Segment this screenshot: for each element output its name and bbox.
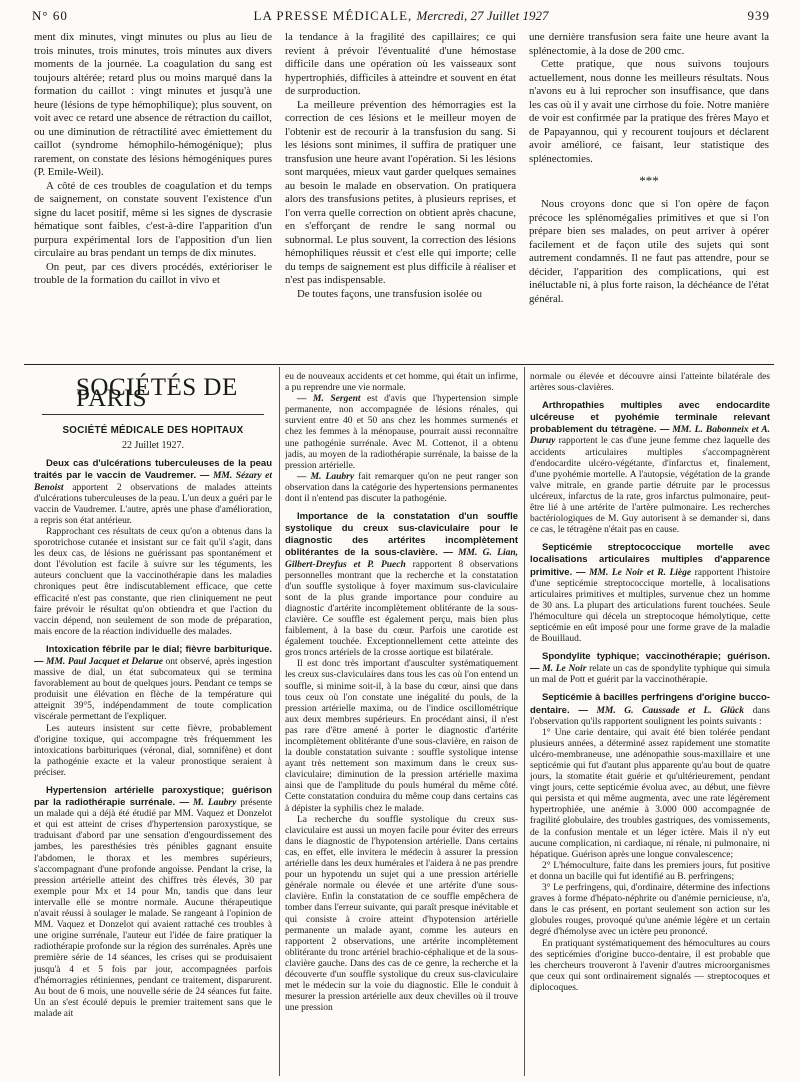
article-intro [530,692,770,727]
article-title: Septicémie à bacilles perfringens d'origine bucco-dentaire. — [530,692,770,716]
discussion [285,472,518,505]
discussant: — M. Sergent [297,394,361,405]
session-date: 22 Juillet 1927. [122,440,184,452]
article-title: Septicémie streptococcique mortelle avec localisations articulaires multiples d'apparence primitive. — [530,542,770,578]
article-intro [34,785,272,1020]
article-text: ont observé, après ingestion massive de dial, un état subcomateux qui se termina favorablement au bout de quelques jours. Pendant ce temps se produisit une élévation en flèche de la température qui atteignit 39°5, indépendamment de toute complication viscérale permettant de l'expliquer. [34,656,272,723]
section-title: SOCIÉTÉS DE PARIS [76,374,238,413]
top-column-1 [34,31,272,361]
article-text: présente un malade qui a déjà été étudié par MM. Vaquez et Donzelot et qui est atteint de crises d'hypertension paroxystique, se traduisant d'abord par une sensation d'engourdissement des jambes, les paresthésies très pénibles gagnant ensuite l'abdomen, le thorax et les membres supérieurs, s'accompagnant d'une profonde angoisse. Pendant la crise, la pression artérielle atteint des chiffres très élevés, 30 par exemple pour Mx et 14 pour Mn, tandis que dans leur intervalle elle se montre normale. Aucune thérapeutique n'avait réussi à soulager le malade. Se rangeant à l'opinion de MM. Vaquez et Donzelot qui avaient rattaché ces troubles à une origine surrénale, l'auteur eut l'idée de faire pratiquer la radiothérapie profonde sur la région des surrénales. Après une première série de 14 séances, les crises qui se produisaient jusqu'à 4 et 5 fois par jour, accompagnées parfois d'hémorragies rétiniennes, pendant ce traitement, disparurent. Au bout de 6 mois, une nouvelle série de 24 séances fut faite. Un an s'est écoulé depuis le premier traitement sans que le malade ait [34,798,272,1019]
article-intro [285,511,518,659]
article-authors: MM. Sézary et Benoist [34,471,272,493]
article-intro [34,644,272,724]
paragraph: Il est donc très important d'ausculter systématiquement les creux sus-claviculaires dans tous les cas où l'on entend un souffle, si minime soit-il, à la base du cœur, ainsi que dans tous ceux où l'on constate une inégalité du pouls, de la pression artérielle maxima, ou de l'indice oscillométrique aux deux membres supérieurs. En procédant ainsi, il n'est pas rare d'être amené à porter le diagnostic d'artérite incomplètement oblitérante d'une sous-clavière, en raison de la double constatation suivante : souffle systolique intense ayant très nettement son maximum dans le creux sus-claviculaire; diminution de la pression artérielle maxima ainsi que de l'amplitude du pouls huméral du même côté. Cette constatation conduira du même coup dans certains cas à dépister la syphilis chez le malade. [285,659,518,814]
article-title: Spondylite typhique; vaccinothérapie; guérison. — [530,651,770,675]
paragraph: ment dix minutes, vingt minutes ou plus au lieu de trois minutes, trois minutes, trois minutes aux divers moments de la journée. La coagulation du sang est toujours altérée; retard plus ou moins marqué dans la formation du caillot : vingt minutes et jusqu'à une heure (lésions de type hémophilique); plus souvent, on voit avec ce retard une absence de rétraction du caillot, ou une diminution de rétractilité avec émiettement du caillot (syndrome hémophilo-hémogénique); plus rarement, on constate des lésions hémogéniques pures (P. Emile-Weil). [34,31,272,178]
article-authors: MM. L. Babonneix et A. Duruy [530,425,770,447]
article-intro [530,542,770,645]
issue-date: Mercredi, 27 Juillet 1927 [416,8,549,23]
paragraph: eu de nouveaux accidents et cet homme, qui était un infirme, a pu reprendre une vie normale. [285,372,518,394]
article-title: Intoxication fébrile par le dial; fièvre barbiturique. — [34,643,272,667]
article-title: Hypertension artérielle paroxystique; guérison par la radiothérapie surrénale. — [34,785,272,809]
title-rule [42,414,264,415]
paragraph: A côté de ces troubles de coagulation et du temps de saignement, on constate souvent l'existence d'un signe du lacet positif, même si les signes de dyscrasie hématique sont faibles, c'est-à-dire l'apparition d'un purpura expérimental lors de l'apposition d'un lien circulaire au bras pendant un temps de dix minutes. [34,179,272,259]
page-number: 939 [747,8,770,23]
article-authors: M. Le Noir [542,664,587,675]
paragraph: Les auteurs insistent sur cette fièvre, probablement d'origine toxique, qui accompagne très fréquemment les intoxications barbituriques (véronal, dial, somnifène) et dont la pathogénie exacte et la valeur pronostique seraient à préciser. [34,723,272,778]
bottom-column-2 [285,372,518,1078]
paragraph: la tendance à la fragilité des capillaires; ce qui revient à prévoir l'éventualité d'une hémostase difficile dans une opération où les vaisseaux sont hypertrophiés, difficiles à atteindre et souvent en état de surproduction. [285,31,516,97]
article-title: Arthropathies multiples avec endocardite ulcéreuse et pyohémie terminale relevant probablement du tétragène. — [530,400,770,436]
article-text: rapportent le cas d'une jeune femme chez laquelle des accidents articulaires multiples s'accompagnèrent d'endocardite ulcéro-végétante, d'infarctus et, finalement, d'une pyohémie mortelle. A l'autopsie, végétation de la grande valve mitrale, en grande partie détruite par le processus ulcéreux, infarctus de la rate, gros infarctus pulmonaire, peut-être lié à une artérite de l'artère pulmonaire. Les recherches bactériologiques de M. Guy autorisent à se demander si, dans ce cas, le tétragène n'était pas en cause. [530,436,770,536]
paragraph: De toutes façons, une transfusion isolée ou [297,287,483,300]
paragraph: La meilleure prévention des hémorragies est la correction de ces lésions et le meilleur moyen de l'obtenir est de recourir à la transfusion du sang. Si les lésions sont minimes, il suffira de pratiquer une transfusion une heure avant l'opération. Si les lésions sont marquées, mieux vaut garder quelques semaines au besoin le malade en observation. On pratiquera alors des transfusions petites, à plusieurs reprises, et l'on verra quelle correction on obtient après chacune, en s'efforçant de rendre le sang normal ou subnormal. Le plus souvent, la correction des lésions hémophiliques réussit et c'est elle qui importe; celle du temps de saignement est plus difficile à réaliser et n'est pas indispensable. [285,98,516,286]
column-rule [279,367,280,1076]
article-text: rapportent l'histoire d'une septicémie streptococcique mortelle, à localisations articulaires primitives et multiples, survenue chez un homme de 30 ans. La plupart des articulations furent touchées. Seule l'hémoculture qui décela un streptocoque hémolytique, cette septicémie en eût imposé pour une forme grave de la maladie de Bouillaud. [530,567,770,645]
paragraph: Nous croyons donc que si l'on opère de façon précoce les splénomégalies primitives et que si l'on prépare bien ses malades, on peut arriver à opérer facilement et de façon utile des sujets qui sont autrement condamnés. Il ne faut pas attendre, pour se décider, l'apparition des complications, qui est inéluctable ni, à plus forte raison, la déchéance de l'état général. [529,198,769,305]
top-column-3 [529,31,769,361]
paragraph: 2° L'hémoculture, faite dans les premiers jours, fut positive et donna un bacille qui fut identifié au B. perfringens; [530,860,770,882]
section-break-asterism: *** [639,173,659,188]
paragraph: En pratiquant systématiquement des hémocultures au cours des septicémies d'origine bucco-dentaire, il est probable que les chercheurs trouveront à l'avenir d'autres microorganismes que ceux qui sont ordinairement signalés — streptocoques et diplocoques. [530,938,770,993]
article-title: Deux cas d'ulcérations tuberculeuses de la peau traités par le vaccin de Vaudremer. — [34,458,272,482]
article-text: dans l'observation qu'ils rapportent soulignent les points suivants : [530,705,770,727]
paragraph: Cette pratique, que nous suivons toujours actuellement, nous donne les meilleurs résultats. Nous n'avons eu à lui reprocher son insuffisance, que dans les cas où il y avait une cirrhose du foie. Notre manière de voir est confirmée par la pratique des frères Mayo et de Papayannou, qui y recourent toujours et déclarent avoir amélioré, ce faisant, leur statistique des splénectomies. [529,58,769,165]
bottom-column-3 [530,372,770,1078]
paragraph: Rapprochant ces résultats de ceux qu'on a obtenus dans la sporotrichose cutanée et insistant sur ce fait qu'il s'agit, dans les deux cas, de lésions ne guérissant pas spontanément et dont l'évolution est facile à suivre sur les téguments, les auteurs concluent que la vaccinothérapie dans les maladies chroniques peut être indiscutablement efficace, que cette efficacité n'est pas constante, que rien cliniquement ne peut faire prévoir le résultat qu'on obtiendra et que l'action du vaccin dépend, non seulement de son mode de préparation, mais encore de la réaction individuelle des malades. [34,526,272,637]
article-authors: M. Laubry [192,798,237,809]
article-text: rapportent 8 observations personnelles montrant que la recherche et la constatation d'un souffle systolique à foyer maximum sus-claviculaire sont de la plus grande importance pour conduire au diagnostic d'artérite incomplètement oblitérante de la sous-clavière. Ce souffle est également perçu, mais bien plus faiblement, à la base du cœur. Parfois une carotide est également touchée. Exceptionnellement cette atteinte des gros troncs artériels de la crosse aortique est bilatérale. [285,559,518,659]
article-authors: MM. Le Noir et R. Liège [589,567,692,578]
discussion-text: est d'avis que l'hypertension simple permanente, non accompagnée de lésions rénales, qui survient entre 40 et 50 ans chez les hommes surmenés et chez les femmes à la ménopause, pourrait aussi reconnaître une pathogénie surrénale. Avec M. Cottenot, il a obtenu jadis, au moyen de la radiothérapie surrénale, la baisse de la pression artérielle. [285,394,518,471]
paragraph: La recherche du souffle systolique du creux sus-claviculaire est aussi un moyen facile pour éviter des erreurs dans le diagnostic de l'hypotension artérielle. Dans certains cas, en effet, elle invitera le médecin à assurer la pression artérielle dans les deux humérales et l'aidera à ne pas prendre pour un hypotendu un sujet qui a une pression artérielle générale normale ou élevée et une artérite d'une sous-clavière. Enfin la constatation de ce souffle empêchera de tomber dans l'erreur suivante, qui paraît presque inévitable et qui consiste à croire atteint d'hypotension artérielle permanente un malade ayant, comme les auteurs en rapportent 2 observations, une artérite incomplètement oblitérante du tronc artériel brachio-céphalique et de la sous-clavière gauche. Dans des cas de ce genre, la recherche et la découverte d'un souffle systolique du creux sus-claviculaire met le médecin sur la voie du diagnostic. Elle le conduit à mesurer la pression artérielle aux deux chevilles où il trouve une pression [285,814,518,1014]
discussion [285,394,518,472]
section-divider [24,364,774,365]
paragraph: 3° Le perfringens, qui, d'ordinaire, détermine des infections graves à forme d'hépato-néphrite ou d'anémie pernicieuse, n'a, dans le cas présent, en portant seulement son action sur les globules rouges, provoqué qu'une anémie légère et un certain degré d'hémolyse avec un ictère peu prononcé. [530,883,770,938]
column-rule [524,367,525,1076]
article-title: Importance de la constatation d'un souffle systolique du creux sus-claviculaire pour le diagnostic des artérites incomplètement oblitérantes de la sous-clavière. — [285,511,518,559]
article-authors: MM. G. Caussade et L. Glück [596,705,745,716]
article-authors: MM. G. Lian, Gilbert-Dreyfus et P. Puech [285,548,518,570]
article-text: relate un cas de spondylite typhique qui simula un mal de Pott et guérit par la vaccinothérapie. [530,664,770,686]
article-intro [530,400,770,536]
journal-title: LA PRESSE MÉDICALE, [253,8,413,23]
society-name: SOCIÉTÉ MÉDICALE DES HOPITAUX [62,425,244,437]
paragraph: On peut, par ces divers procédés, extérioriser le trouble de la formation du caillot in vivo et [34,260,272,286]
top-column-2 [285,31,516,361]
paragraph: une dernière transfusion sera faite une heure avant la splénectomie, à la dose de 200 cmc. [529,31,769,57]
article-text: apportent 2 observations de malades atteints d'ulcérations tuberculeuses de la peau. L'un deux a guéri par le vaccin de Vaudremer. L'autre, après une phase d'amélioration, a repris son état antérieur. [34,482,272,526]
journal-title-line [32,8,770,24]
paragraph: 1° Une carie dentaire, qui avait été bien tolérée pendant plusieurs années, a déterminé assez rapidement une stomatite ulcéro-membraneuse, une adénopathie sous-maxillaire et une septicémie qui fut d'autant plus apparente qu'au bout de quatre jours, la stomatite était guérie et qu'ultérieurement, pendant vingt jours, cette septicémie évolua avec, au début, une fièvre qui persista et qui même augmenta, avec une rate légèrement hypertrophiée, une anémie à 3.000 000 accompagnée de fragilité globulaire, des troubles gastriques, des vomissements, de la confusion mentale et un léger ictère. Mais il n'y eut aucune complication, ni cardiaque, ni rénale, ni pulmonaire, ni hépatique. Guérison après une longue convalescence; [530,727,770,860]
discussion-text: fait remarquer qu'on ne peut ranger son observation dans la catégorie des hypertensions permanentes dont il n'entend pas discuter la pathogénie. [285,471,518,505]
article-intro [530,651,770,686]
running-header [32,8,770,28]
issue-number: N° 60 [32,8,68,23]
paragraph: normale ou élevée et découvre ainsi l'atteinte bilatérale des artères sous-clavières. [530,372,770,394]
article-intro [34,458,272,527]
bottom-column-1 [34,372,272,1078]
discussant: — M. Laubry [297,471,355,482]
article-authors: MM. Paul Jacquet et Delarue [46,656,163,667]
